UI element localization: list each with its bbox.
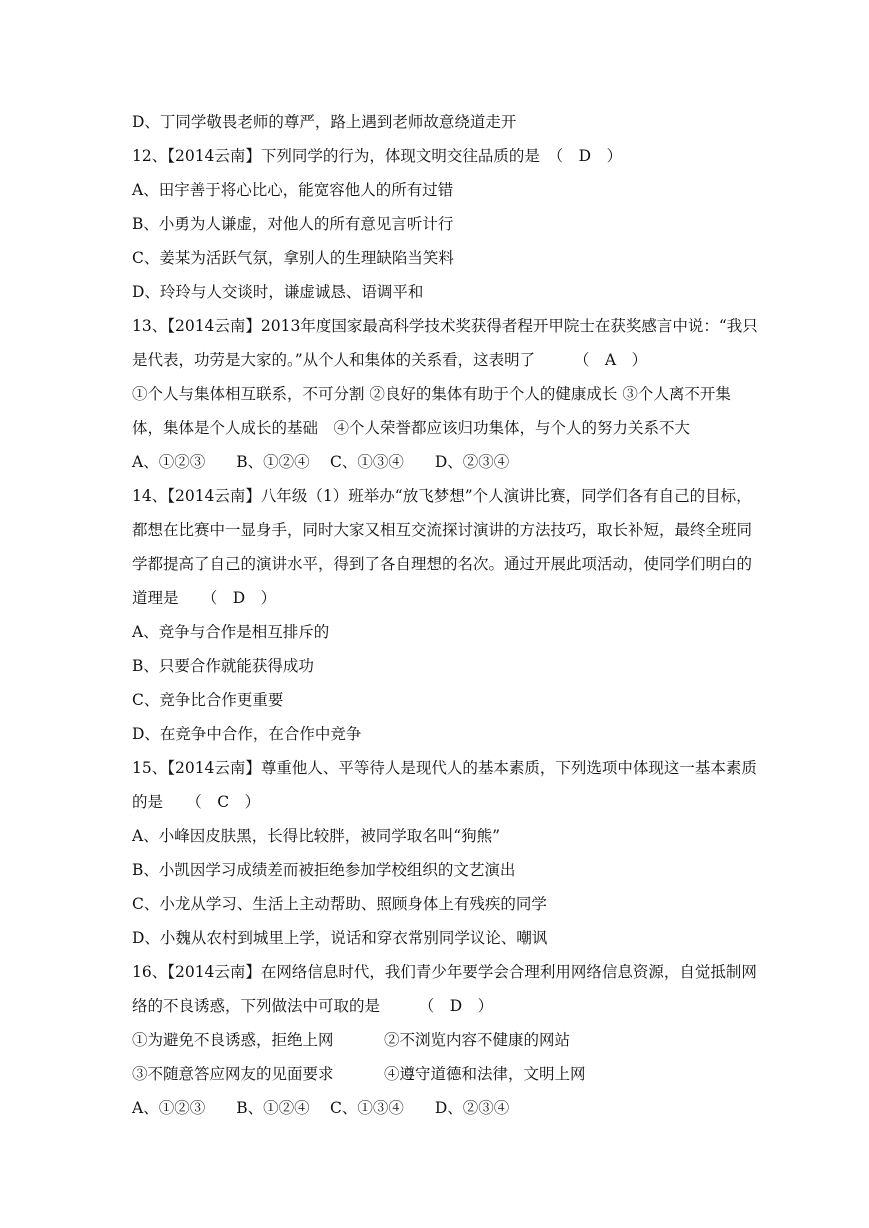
q13-stem-line-1: 13、【2014云南】2013年度国家最高科学技术奖获得者程开甲院士在获奖感言中说：“我只 <box>132 317 758 335</box>
q13-statements-line-1: ①个人与集体相互联系，不可分割 ②良好的集体有助于个人的健康成长 ③个人离不开集 <box>132 385 731 403</box>
q14-option-b: B、只要合作就能获得成功 <box>132 657 314 675</box>
q14-stem-line-1: 14、【2014云南】八年级（1）班举办“放飞梦想”个人演讲比赛，同学们各有自己的目标， <box>132 487 752 505</box>
q13-statements-line-2: 体，集体是个人成长的基础 ④个人荣誉都应该归功集体，与个人的努力关系不大 <box>132 419 691 437</box>
q15-option-d: D、小魏从农村到城里上学，说话和穿衣常别同学议论、嘲讽 <box>132 929 548 947</box>
q16-statements-row-1 <box>132 1030 742 1050</box>
q12-option-a: A、田宇善于将心比心，能宽容他人的所有过错 <box>132 181 454 199</box>
q12-option-c: C、姜某为活跃气氛，拿别人的生理缺陷当笑料 <box>132 249 454 267</box>
q13-stem-line-2: 是代表，功劳是大家的。”从个人和集体的关系看，这表明了 （ A ） <box>132 351 648 369</box>
q11-option-d: D、丁同学敬畏老师的尊严，路上遇到老师故意绕道走开 <box>132 113 517 131</box>
q15-option-b: B、小凯因学习成绩差而被拒绝参加学校组织的文艺演出 <box>132 861 516 879</box>
q16-answer-options: A、①②③ B、①②④ C、①③④ D、②③④ <box>132 1099 510 1117</box>
q14-stem-line-2: 都想在比赛中一显身手，同时大家又相互交流探讨演讲的方法技巧，取长补短，最终全班同 <box>132 521 753 539</box>
q16-statement-2: ②不浏览内容不健康的网站 <box>384 1031 571 1049</box>
q15-option-a: A、小峰因皮肤黑，长得比较胖，被同学取名叫“狗熊” <box>132 827 501 845</box>
q16-statement-1: ①为避免不良诱惑，拒绝上网 <box>132 1031 334 1049</box>
q16-stem-line-1: 16、【2014云南】在网络信息时代，我们青少年要学会合理利用网络信息资源，自觉抵制网 <box>132 963 757 981</box>
q14-option-d: D、在竞争中合作，在合作中竞争 <box>132 725 362 743</box>
q16-statements-row-2 <box>132 1064 742 1084</box>
q14-stem-line-4: 道理是 （ D ） <box>132 589 277 607</box>
q15-stem-line-1: 15、【2014云南】尊重他人、平等待人是现代人的基本素质，下列选项中体现这一基本素质 <box>132 759 757 777</box>
q13-answer-options: A、①②③ B、①②④ C、①③④ D、②③④ <box>132 453 510 471</box>
q14-stem-line-3: 学都提高了自己的演讲水平，得到了各自理想的名次。通过开展此项活动，使同学们明白的 <box>132 555 753 573</box>
q12-option-d: D、玲玲与人交谈时，谦虚诚恳、语调平和 <box>132 283 424 301</box>
q14-option-c: C、竞争比合作更重要 <box>132 691 284 709</box>
q12-option-b: B、小勇为人谦虚，对他人的所有意见言听计行 <box>132 215 454 233</box>
q12-stem: 12、【2014云南】下列同学的行为，体现文明交往品质的是 （ D ） <box>132 147 623 165</box>
q15-option-c: C、小龙从学习、生活上主动帮助、照顾身体上有残疾的同学 <box>132 895 547 913</box>
q16-statement-3: ③不随意答应网友的见面要求 <box>132 1065 334 1083</box>
q16-stem-line-2: 络的不良诱惑，下列做法中可取的是 （ D ） <box>132 997 494 1015</box>
q14-option-a: A、竞争与合作是相互排斥的 <box>132 623 330 641</box>
q16-statement-4: ④遵守道德和法律，文明上网 <box>384 1065 586 1083</box>
q15-stem-line-2: 的是 （ C ） <box>132 793 261 811</box>
